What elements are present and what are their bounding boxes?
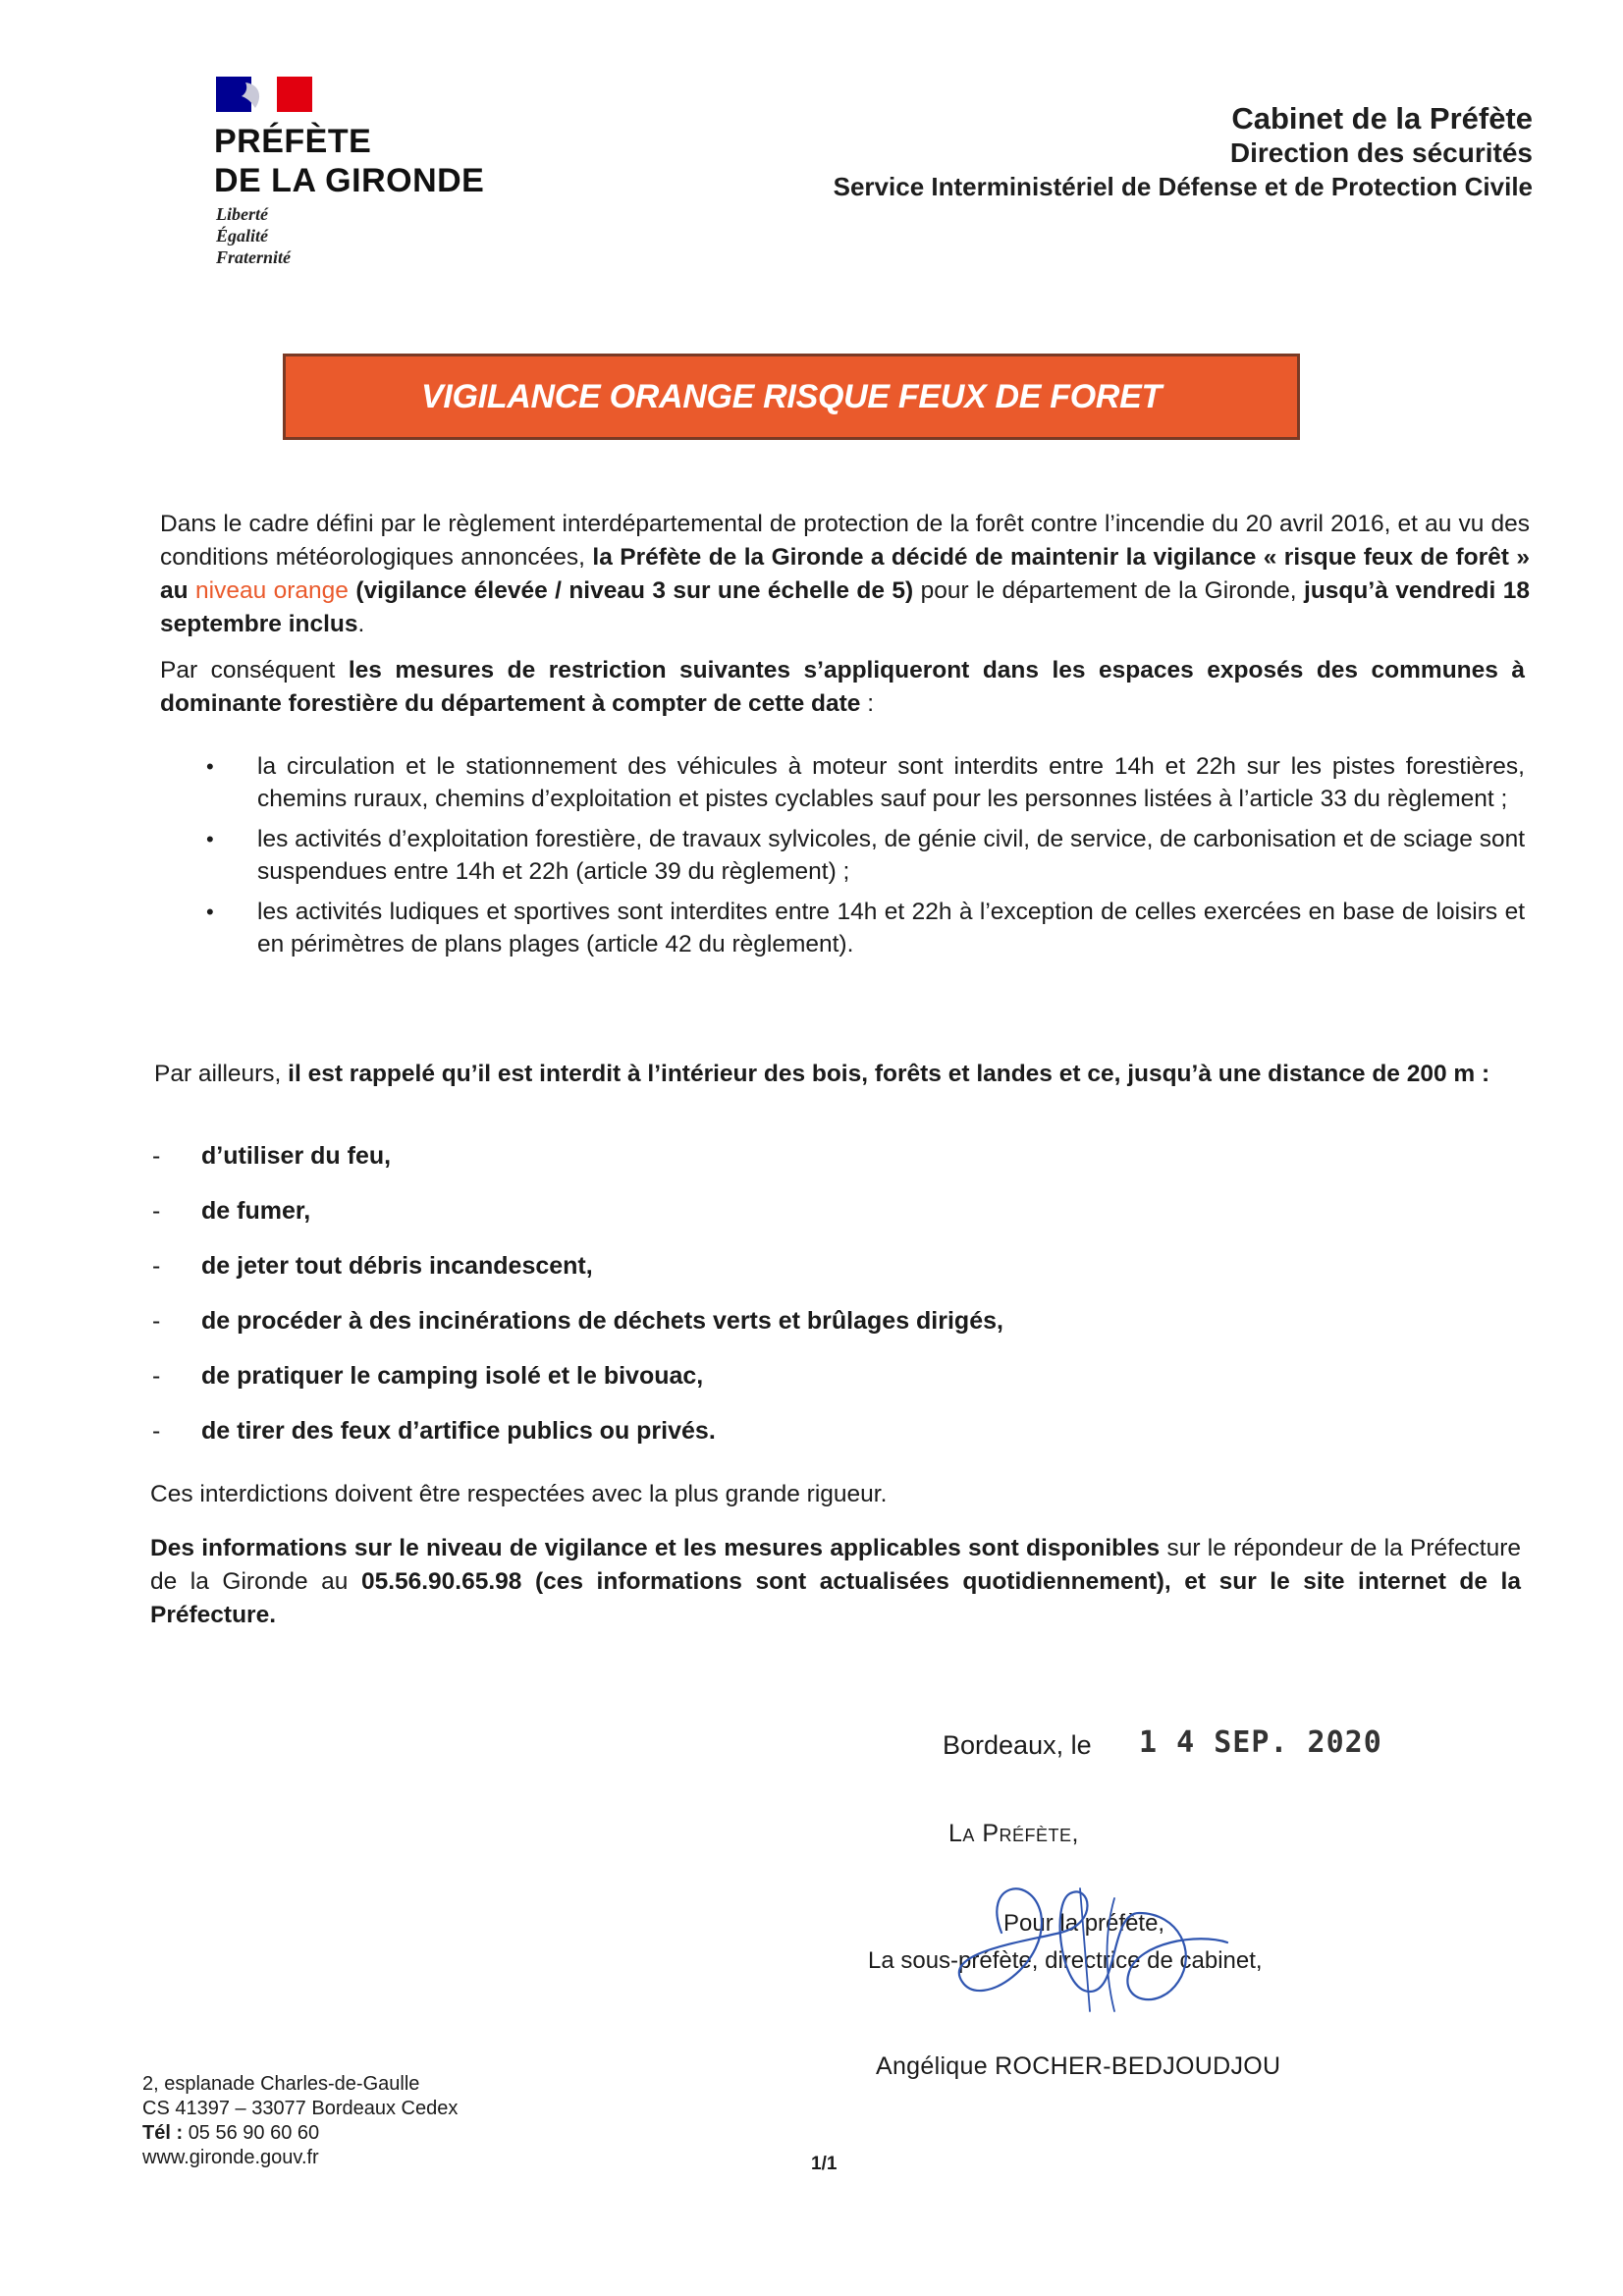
prohibition-smoking: de fumer, (201, 1197, 311, 1225)
p1-end-date: jusqu’à vendredi 18 septembre inclus (160, 577, 1530, 637)
dash-icon: - (152, 1307, 161, 1335)
prefecture-name (214, 122, 484, 200)
rigour-paragraph: Ces interdictions doivent être respectées avec la plus grande rigueur. (150, 1481, 888, 1507)
p5-phone-intro: sur le répondeur de la Préfecture de la Gironde au (150, 1535, 1521, 1595)
list-item (152, 1194, 1134, 1249)
phone-label: Tél : (142, 2122, 184, 2144)
header-cabinet: Cabinet de la Préfète (1231, 101, 1533, 136)
p1-department: pour le département de la Gironde, (913, 577, 1305, 604)
restriction-forestry-work: les activités d’exploitation forestière, de travaux sylvicoles, de génie civil, de service, de carbonisation et de sciage sont suspendues entre 14h et 22h (article 39 du règlement) ; (257, 826, 1526, 885)
logo-title-line1: PRÉFÈTE (214, 123, 372, 160)
logo-title-line2: DE LA GIRONDE (214, 162, 485, 199)
list-item (152, 1304, 1134, 1359)
motto-fraternite: Fraternité (216, 247, 292, 267)
p1-level-orange: niveau orange (195, 577, 349, 604)
marianne-flag-logo (216, 77, 312, 112)
dash-icon: - (152, 1362, 161, 1390)
signatory-name: Angélique ROCHER-BEDJOUDJOU (876, 2052, 1281, 2080)
prohibition-fire: d’utiliser du feu, (201, 1142, 392, 1170)
list-item (206, 896, 1525, 960)
website-link[interactable]: www.gironde.gouv.fr (142, 2147, 319, 2168)
motto-egalite: Égalité (216, 226, 268, 246)
place-label: Bordeaux, le (943, 1730, 1092, 1760)
p1-period: . (357, 611, 365, 637)
vigilance-banner (283, 354, 1300, 440)
prohibition-camping: de pratiquer le camping isolé et le bivouac, (201, 1362, 704, 1390)
intro-paragraph (160, 508, 1530, 641)
prohibition-burning: de procéder à des incinérations de déchets verts et brûlages dirigés, (201, 1307, 1003, 1335)
list-item (206, 750, 1525, 815)
republic-motto (216, 203, 291, 268)
address-street: 2, esplanade Charles-de-Gaulle (142, 2073, 420, 2095)
p3-prohibition: il est rappelé qu’il est interdit à l’intérieur des bois, forêts et landes et ce, jusqu’à une distance de 200 m : (288, 1061, 1490, 1087)
p2-text: Par conséquent (160, 657, 349, 683)
delegation-line: Pour la préfète, (1003, 1910, 1165, 1937)
prohibitions-list (152, 1139, 1134, 1469)
p5-phone-number: 05.56.90.65.98 (ces informations sont actualisées quotidiennement), et sur le site internet de la Préfecture. (150, 1568, 1521, 1628)
prohibition-fireworks: de tirer des feux d’artifice publics ou privés. (201, 1417, 716, 1445)
reminder-paragraph (154, 1058, 1523, 1091)
list-item (206, 823, 1525, 888)
list-item (152, 1249, 1134, 1304)
motto-liberte: Liberté (216, 204, 268, 224)
list-item (152, 1139, 1134, 1194)
p1-text: Dans le cadre défini par le règlement interdépartemental de protection de la forêt contre l’incendie du 20 avril 2016, et au vu des conditions météorologiques annoncées, (160, 511, 1530, 571)
bullet-icon: • (206, 754, 214, 779)
restriction-leisure: les activités ludiques et sportives sont interdites entre 14h et 22h à l’exception de celles exercées en base de loisirs et en périmètres de plans plages (article 42 du règlement). (257, 899, 1525, 957)
dash-icon: - (152, 1417, 161, 1445)
list-item (152, 1359, 1134, 1414)
sous-prefete-line: La sous-préfète, directrice de cabinet, (868, 1947, 1263, 1974)
dash-icon: - (152, 1197, 161, 1225)
restrictions-list (206, 750, 1525, 968)
bullet-icon: • (206, 900, 214, 924)
p1-level-detail: (vigilance élevée / niveau 3 sur une échelle de 5) (348, 577, 914, 604)
date-stamp: 1 4 SEP. 2020 (1139, 1725, 1382, 1760)
p5-info: Des informations sur le niveau de vigilance et les mesures applicables sont disponibles (150, 1535, 1161, 1561)
dash-icon: - (152, 1252, 161, 1280)
list-item (152, 1414, 1134, 1469)
banner-title: VIGILANCE ORANGE RISQUE FEUX DE FORET (421, 377, 1162, 415)
phone-number: 05 56 90 60 60 (188, 2122, 320, 2144)
header-direction: Direction des sécurités (1229, 137, 1533, 168)
handwritten-signature-icon (943, 1874, 1237, 2021)
restrictions-intro (160, 654, 1525, 721)
restriction-vehicles: la circulation et le stationnement des véhicules à moteur sont interdits entre 14h et 22h sur les pistes forestières, chemins ruraux, chemins d’exploitation et pistes cyclables sauf pour les personnes listées à l’article 33 du règlement ; (257, 753, 1525, 812)
p3-text: Par ailleurs, (154, 1061, 289, 1087)
header-service: Service Interministériel de Défense et de Protection Civile (833, 172, 1533, 201)
p2-restrictions: les mesures de restriction suivantes s’appliqueront dans les espaces exposés des communes à dominante forestière du département à compter de cette date (160, 657, 1525, 717)
flag-icon (216, 77, 312, 112)
dash-icon: - (152, 1142, 161, 1170)
issuing-service-header (834, 101, 1533, 203)
signatory-title: La Préfète, (948, 1820, 1079, 1847)
page-number: 1/1 (811, 2154, 838, 2174)
p2-colon: : (860, 690, 875, 717)
information-paragraph (150, 1532, 1521, 1632)
prefecture-address (142, 2072, 458, 2170)
address-postal: CS 41397 – 33077 Bordeaux Cedex (142, 2098, 459, 2119)
prohibition-debris: de jeter tout débris incandescent, (201, 1252, 593, 1280)
p1-decision: la Préfète de la Gironde a décidé de maintenir la vigilance « risque feux de forêt » au (160, 544, 1530, 604)
bullet-icon: • (206, 827, 214, 851)
